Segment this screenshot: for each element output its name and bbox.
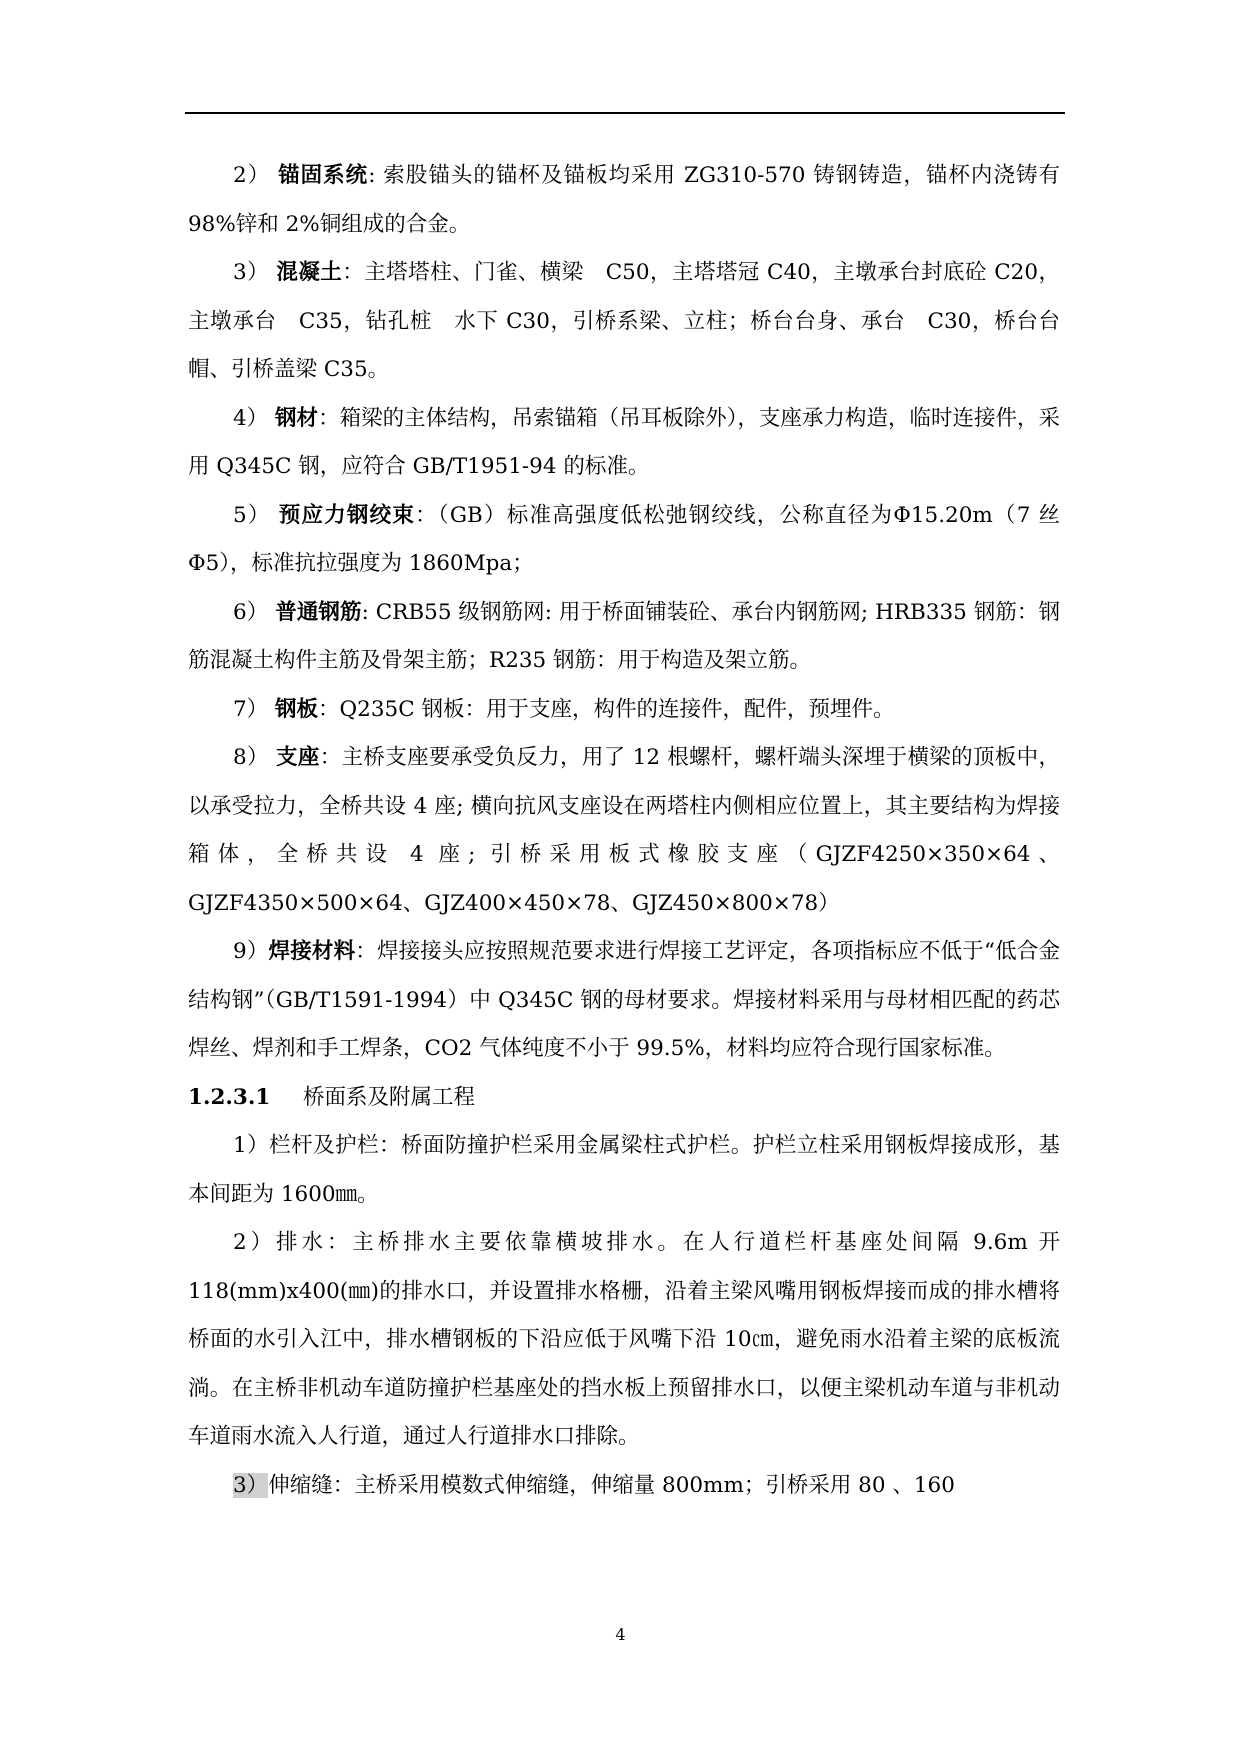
paragraph-anchorage: 2） 锚固系统: 索股锚头的锚杯及锚板均采用 ZG310-570 铸钢铸造，锚杯内浇铸有 98%锌和 2%铜组成的合金。 [188, 163, 1060, 237]
paragraph-welding: 9）焊接材料：焊接接头应按照规范要求进行焊接工艺评定，各项指标应不低于“低合金结构钢”（GB/T1591-1994）中 Q345C 钢的母材要求。焊接材料采用与母材相匹配的药芯焊丝、焊剂和手工焊条，CO2 气体纯度不小于 99.5%，材料均应符合现行国家标准。 [188, 939, 1060, 1061]
term: 混凝土 [276, 260, 343, 285]
term: 钢材 [275, 405, 319, 431]
paragraph-prestress: 5） 预应力钢绞束：（GB）标准高强度低松弛钢绞线，公称直径为Φ15.20m（7 丝Φ5），标准抗拉强度为 1860Mpa； [188, 502, 1060, 576]
term: 焊接材料 [268, 939, 356, 964]
section-number: 1.2.3.1 [188, 1084, 271, 1110]
section-heading [188, 1074, 1060, 1123]
term: 支座 [276, 745, 320, 770]
highlighted-number: 3） [233, 1472, 269, 1498]
document-body [188, 152, 1060, 1510]
term: 普通钢筋 [275, 599, 362, 625]
paragraph-concrete: 3） 混凝土：主塔塔柱、门雀、横梁 C50，主塔塔冠 C40，主墩承台封底砼 C20，主墩承台 C35，钻孔桩 水下 C30，引桥系梁、立柱；桥台台身、承台 C30，桥台台帽、引桥盖梁 C35。 [188, 260, 1060, 382]
paragraph-drainage: 2）排水：主桥排水主要依靠横坡排水。在人行道栏杆基座处间隔 9.6m 开 118(mm)x400(㎜)的排水口，并设置排水格栅，沿着主梁风嘴用钢板焊接而成的排水槽将桥面的水引入江中，排水槽钢板的下沿应低于风嘴下沿 10㎝，避免雨水沿着主梁的底板流淌。在主桥非机动车道防撞护栏基座处的挡水板上预留排水口，以便主梁机动车道与非机动车道雨水流入人行道，通过人行道排水口排除。 [188, 1230, 1060, 1449]
term: 预应力钢绞束 [278, 502, 416, 528]
header-rule [185, 112, 1065, 114]
paragraph-expansion-joint: 3）伸缩缝：主桥采用模数式伸缩缝，伸缩量 800mm；引桥采用 80 、160 [233, 1472, 955, 1498]
paragraph-rebar: 6） 普通钢筋: CRB55 级钢筋网: 用于桥面铺装砼、承台内钢筋网; HRB335 钢筋：钢筋混凝土构件主筋及骨架主筋；R235 钢筋：用于构造及架立筋。 [188, 599, 1060, 673]
page-number: 4 [615, 1625, 626, 1644]
paragraph-railing: 1）栏杆及护栏：桥面防撞护栏采用金属梁柱式护栏。护栏立柱采用钢板焊接成形，基本间距为 1600㎜。 [188, 1133, 1060, 1207]
section-title: 桥面系及附属工程 [303, 1084, 476, 1110]
paragraph-plate: 7） 钢板：Q235C 钢板：用于支座，构件的连接件，配件，预埋件。 [233, 696, 895, 722]
term: 锚固系统 [278, 163, 369, 188]
paragraph-bearing: 8） 支座：主桥支座要承受负反力，用了 12 根螺杆，螺杆端头深埋于横梁的顶板中，以承受拉力，全桥共设 4 座; 横向抗风支座设在两塔柱内侧相应位置上，其主要结构为焊接箱体，全桥共设 4 座; 引桥采用板式橡胶支座（GJZF4250×350×64、GJZF4350×500×64、GJZ400×450×78、GJZ450×800×78） [188, 745, 1060, 916]
paragraph-steel: 4） 钢材：箱梁的主体结构，吊索锚箱（吊耳板除外），支座承力构造，临时连接件，采用 Q345C 钢，应符合 GB/T1951-94 的标准。 [188, 405, 1060, 479]
term: 钢板 [275, 696, 319, 722]
